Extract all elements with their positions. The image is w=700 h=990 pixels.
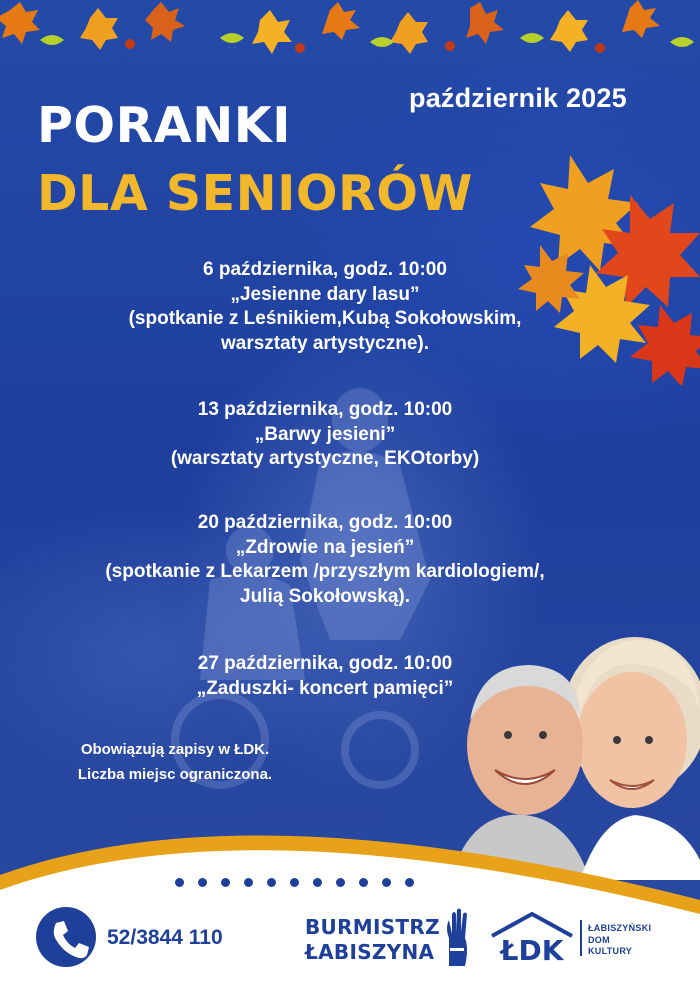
decorative-dots [175, 878, 414, 887]
event-date: 27 października, godz. 10:00 [197, 653, 453, 674]
phone-icon [36, 907, 96, 967]
title-poranki: PORANKI [37, 97, 291, 154]
event-item [0, 258, 650, 356]
autumn-leaves-top-garland [0, 0, 700, 60]
title-dla-seniorow: DLA SENIORÓW [37, 165, 473, 222]
ldk-name-line: ŁABISZYŃSKI [588, 923, 652, 933]
ldk-name-line: DOM [588, 934, 610, 945]
ldk-name-line: KULTURY [588, 946, 633, 956]
event-details: warsztaty artystyczne). [220, 332, 430, 354]
event-date: 20 października, godz. 10:00 [197, 512, 453, 533]
event-name: „Barwy jesieni” [254, 423, 396, 445]
registration-notice [50, 737, 300, 787]
event-item [0, 398, 650, 472]
event-item [0, 511, 650, 609]
burmistrz-logo-line2: ŁABISZYNA [305, 940, 435, 964]
phone-number: 52/3844 110 [107, 926, 223, 949]
month-label: październik 2025 [409, 83, 627, 113]
event-date: 6 października, godz. 10:00 [203, 259, 447, 280]
event-name: „Zdrowie na jesień” [235, 536, 415, 558]
notice-line: Liczba miejsc ograniczona. [77, 766, 273, 783]
hand-emblem-icon [443, 908, 471, 966]
event-name: „Zaduszki- koncert pamięci” [196, 677, 454, 699]
event-details: (warsztaty artystyczne, EKOtorby) [170, 448, 480, 469]
ldk-logo-text: ŁDK [500, 934, 564, 964]
ldk-separator [580, 920, 582, 956]
ldk-full-name [588, 923, 651, 958]
ldk-logo-icon [488, 912, 576, 964]
burmistrz-logo-line1: BURMISTRZ [305, 915, 440, 939]
event-name: „Jesienne dary lasu” [230, 283, 420, 305]
event-date: 13 października, godz. 10:00 [197, 399, 453, 420]
notice-line: Obowiązują zapisy w ŁDK. [80, 741, 270, 758]
event-details: (spotkanie z Leśnikiem,Kubą Sokołowskim, [128, 308, 522, 329]
event-details: (spotkanie z Lekarzem /przyszłym kardiologiem/, [105, 561, 545, 582]
event-details: Julią Sokołowską). [240, 585, 410, 607]
